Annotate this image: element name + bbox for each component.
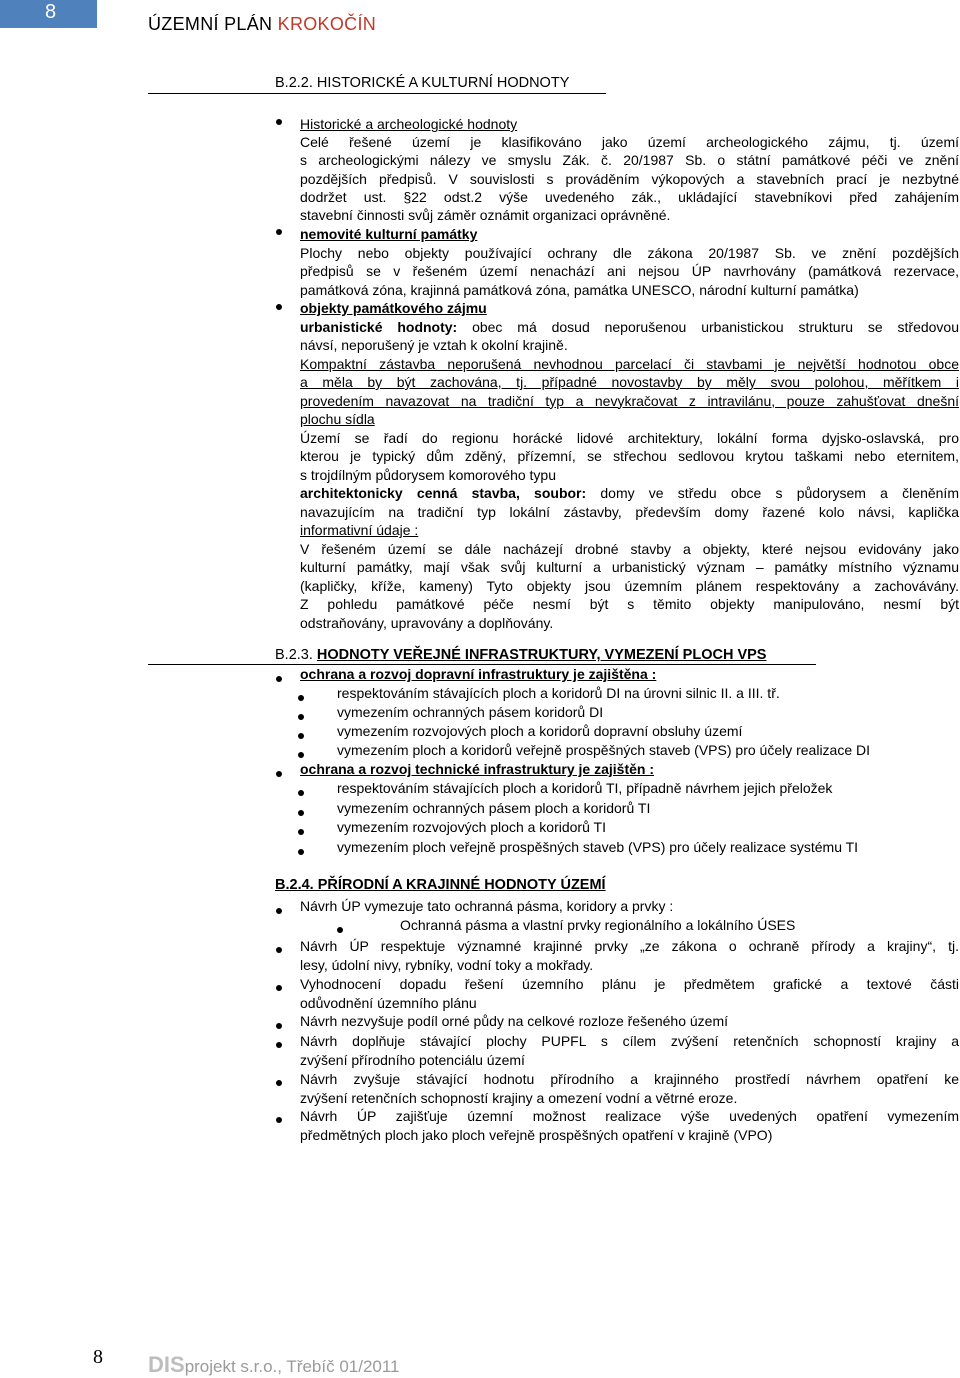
item-title: Historické a archeologické hodnoty (300, 116, 518, 132)
footer-page-number: 8 (93, 1346, 103, 1368)
section-rule (148, 93, 606, 94)
section-rule (148, 664, 816, 665)
bullet-icon (276, 771, 282, 777)
text-line (300, 318, 959, 337)
sub-item: vymezením rozvojových ploch a koridorů dopravní obsluhy území (337, 723, 743, 739)
text-line: kulturní památky, mají však svůj kulturní a urbanistický význam – památky místního významu (300, 559, 959, 575)
text-line: s archeologickými nálezy ve smyslu Zák. č. 20/1987 Sb. o státní památkové péči ve znění (300, 152, 959, 169)
text-line: odstraňovány, upravovány a doplňovány. (300, 614, 554, 631)
bullet-icon (276, 1080, 282, 1086)
text-line: Kompaktní zástavba neporušená nevhodnou parcelací či stavbami je největší hodnotou obce (300, 355, 959, 372)
text-line: návsí, neporušený je vztah k okolní krajině. (300, 337, 568, 353)
bullet-icon (276, 676, 282, 682)
list-item (300, 1107, 959, 1144)
sub-item: vymezením rozvojových ploch a koridorů TI (337, 819, 606, 835)
list-item (300, 937, 959, 974)
section-heading: B.2.2. HISTORICKÉ A KULTURNÍ HODNOTY (275, 75, 570, 91)
footer-brand-rest: projekt s.r.o., Třebíč 01/2011 (184, 1357, 400, 1376)
group-title: ochrana a rozvoj dopravní infrastruktury je zajištěna : (300, 666, 657, 682)
text-line: památková zóna, krajinná památková zóna, památka UNESCO, národní kulturní památka) (300, 281, 859, 298)
text-line: Návrh zvyšuje stávající hodnotu přírodního a krajinného prostředí návrhem opatření ke (300, 1071, 959, 1087)
footer-brand (148, 1352, 400, 1378)
sub-item: Ochranná pásma a vlastní prvky regionálního a lokálního ÚSES (400, 917, 796, 933)
footer-brand-dis: DIS (148, 1352, 185, 1377)
text-line: Celé řešené území je klasifikováno jako území archeologického zájmu, tj. území (300, 134, 959, 151)
text-line: plochu sídla (300, 411, 375, 427)
text-line: zvýšení přírodního potenciálu území (300, 1051, 525, 1068)
list-item (300, 225, 959, 299)
text-line: Návrh ÚP respektuje významné krajinné prvky „ze zákona o ochraně přírody a krajiny“, tj. (300, 938, 959, 954)
bullet-icon (298, 695, 304, 701)
bullet-icon (298, 733, 304, 739)
text-line: Plochy nebo objekty používající ochrany dle zákona 20/1987 Sb. ve znění pozdějších (300, 244, 959, 261)
sub-item: vymezením ochranných pásem koridorů DI (337, 704, 604, 720)
section-heading (275, 647, 766, 663)
list-item (300, 1032, 959, 1069)
text-line: pozdějších předpisů. V souvislosti s prováděním výkopových a stavebních prací je nezbytné (300, 170, 959, 187)
bullet-icon (298, 714, 304, 720)
title-prefix: ÚZEMNÍ PLÁN (148, 14, 273, 34)
text-line: předpisů se v řešeném území nenachází ani nejsou ÚP navrhovány (památková rezervace, (300, 263, 959, 279)
text-span: obec má dosud neporušenou urbanistickou strukturu se středovou (457, 318, 960, 335)
bullet-icon (276, 304, 282, 310)
text-line: kterou je typický dům zděný, přízemní, se střechou sedlovou krytou taškami nebo eternitem, (300, 448, 959, 464)
text-span: domy ve středu obce s půdorysem a členěním (586, 485, 959, 501)
list-item (300, 299, 959, 632)
bullet-icon (276, 119, 282, 125)
heading-text: HODNOTY VEŘEJNÉ INFRASTRUKTURY, VYMEZENÍ PLOCH VPS (316, 647, 767, 663)
text-line (300, 484, 959, 503)
text-line: (kapličky, kříže, kameny) Tyto objekty jsou územním plánem respektovány a zachovávány. (300, 577, 959, 594)
text-line: Vyhodnocení dopadu řešení územního plánu je předmětem grafické a textové části (300, 976, 959, 992)
text-line: stavební činnosti svůj záměr oznámit organizaci oprávněné. (300, 207, 671, 224)
text-line: a měla by být zachována, tj. případné novostavby by měly svou polohou, měřítkem i (300, 374, 959, 390)
text-line: odůvodnění územního plánu (300, 994, 477, 1011)
text-line: lesy, údolní nivy, rybníky, vodní toky a mokřady. (300, 956, 594, 973)
text-line: Návrh doplňuje stávající plochy PUPFL s cílem zvýšení retenčních schopností krajiny a (300, 1033, 959, 1049)
bullet-icon (276, 1023, 282, 1029)
label-architectural: architektonicky cenná stavba, soubor: (300, 485, 587, 501)
text-line: dodržet ust. §22 odst.2 výše uvedeného zák., ukládající stavebníkovi před zahájením (300, 188, 959, 205)
text-line: Území se řadí do regionu horácké lidové architektury, lokální forma dyjsko-oslavská, pro (300, 429, 959, 446)
bullet-icon (276, 1117, 282, 1123)
text-line: zvýšení retenčních schopností krajiny a omezení vodní a větrné eroze. (300, 1089, 738, 1106)
list-item: Návrh ÚP vymezuje tato ochranná pásma, koridory a prvky : (300, 898, 674, 914)
text-line: předmětných ploch jako ploch veřejně prospěšných opatření v krajině (VPO) (300, 1126, 773, 1143)
bullet-icon (298, 849, 304, 855)
item-title: nemovité kulturní památky (300, 226, 478, 242)
label-urbanistic: urbanistické hodnoty: (300, 318, 458, 335)
sub-item: vymezením ochranných pásem ploch a koridorů TI (337, 800, 651, 816)
bullet-icon (298, 752, 304, 758)
text-line: Z pohledu památkové péče nesmí být s těmito objekty manipulováno, nesmí být (300, 596, 959, 612)
text-line: Návrh ÚP zajišťuje územní možnost realizace výše uvedených opatření vymezením (300, 1108, 959, 1124)
bullet-icon (276, 985, 282, 991)
sub-item: vymezením ploch a koridorů veřejně prospěšných staveb (VPS) pro účely realizace DI (337, 742, 871, 758)
bullet-icon (276, 1042, 282, 1048)
sub-item: respektováním stávajících ploch a koridorů DI na úrovni silnic II. a III. tř. (337, 685, 780, 701)
bullet-icon (276, 908, 282, 914)
bullet-icon (298, 790, 304, 796)
bullet-icon (276, 229, 282, 235)
list-item (300, 975, 959, 1012)
document-title (148, 14, 376, 35)
bullet-icon (337, 927, 343, 933)
text-line: V řešeném území se dále nacházejí drobné stavby a objekty, které nejsou evidovány jako (300, 540, 959, 557)
list-item (300, 115, 959, 224)
text-line: navazujícím na tradiční typ lokální zástavby, především domy řazené kolo návsi, kaplička (300, 503, 959, 520)
bullet-icon (298, 810, 304, 816)
bullet-icon (276, 947, 282, 953)
group-title: ochrana a rozvoj technické infrastruktury je zajištěn : (300, 761, 654, 777)
page-number-badge: 8 (0, 0, 97, 28)
heading-number: B.2.3. (275, 647, 313, 663)
item-title: objekty památkového zájmu (300, 300, 487, 316)
title-municipality: KROKOČÍN (277, 14, 377, 34)
text-line: informativní údaje : (300, 522, 419, 538)
sub-item: respektováním stávajících ploch a koridorů TI, případně návrhem jejich přeložek (337, 780, 833, 796)
text-line: provedením navazovat na tradiční typ a nevykračovat z intravilánu, pouze zahušťovat dnešní (300, 392, 959, 409)
sub-item: vymezením ploch veřejně prospěšných staveb (VPS) pro účely realizace systému TI (337, 839, 859, 855)
section-heading: B.2.4. PŘÍRODNÍ A KRAJINNÉ HODNOTY ÚZEMÍ (275, 877, 606, 893)
bullet-icon (298, 829, 304, 835)
text-line: s trojdílným půdorysem komorového typu (300, 466, 556, 483)
list-item (300, 1070, 959, 1107)
list-item: Návrh nezvyšuje podíl orné půdy na celkové rozloze řešeného území (300, 1013, 729, 1029)
